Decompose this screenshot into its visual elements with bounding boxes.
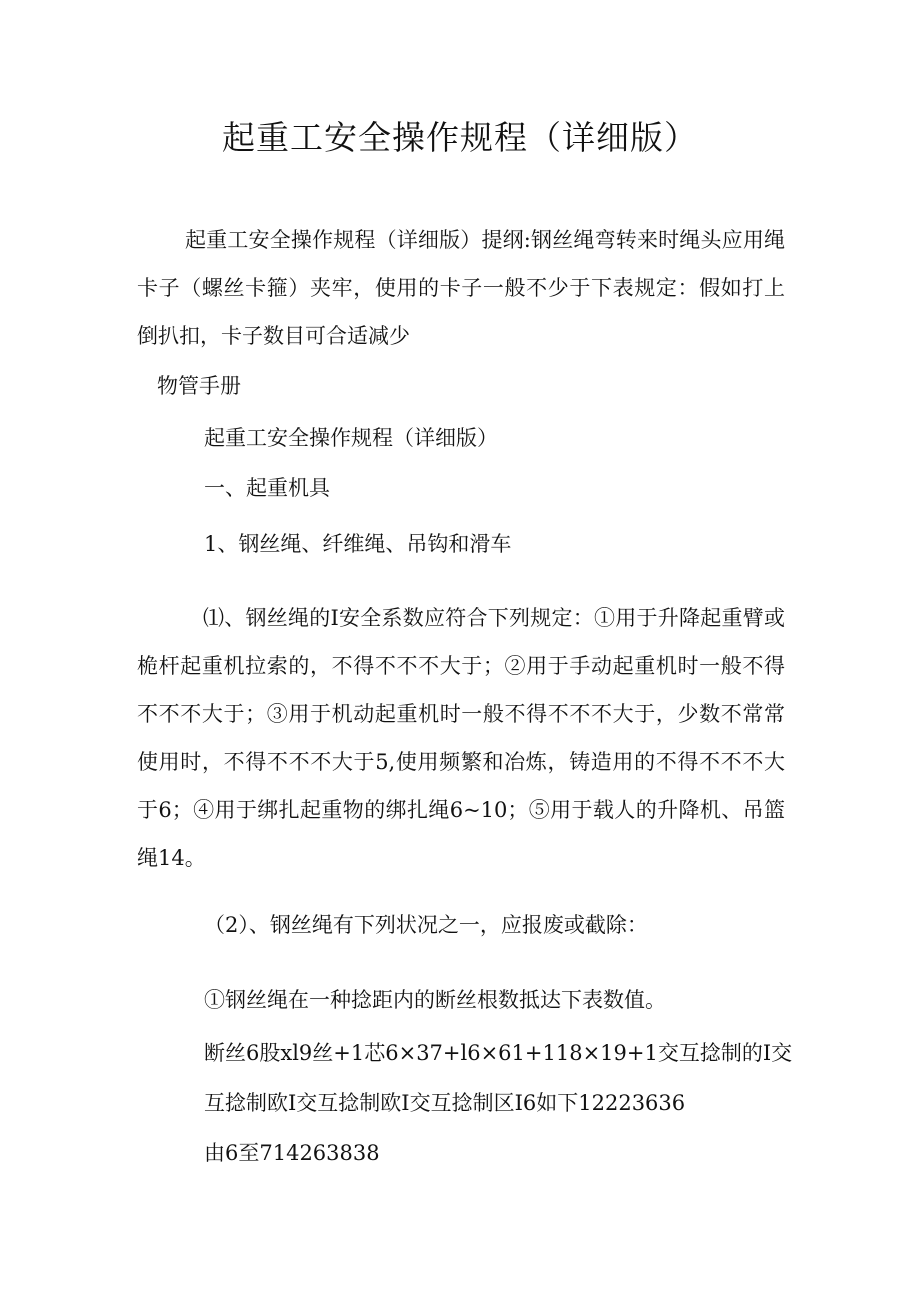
table-text-line-1: 断丝6股xl9丝+1芯6×37+l6×61+118×19+1交互捻制的I交	[204, 1041, 793, 1065]
category-label: 物管手册	[157, 374, 241, 398]
list-item-1: ①钢丝绳在一种捻距内的断丝根数抵达下表数值。	[204, 988, 666, 1012]
rule-paragraph-1: ⑴、钢丝绳的I安全系数应符合下列规定：①用于升降起重臂或桅杆起重机拉索的，不得不不不大于；②用于手动起重机时一般不得不不不大于；③用于机动起重机时一般不得不不不大于，少数不常常使用时，不得不不不大于5,使用频繁和冶炼，铸造用的不得不不不大于6；④用于绑扎起重物的绑扎绳6~10；⑤用于载人的升降机、吊篮绳14。	[137, 606, 785, 870]
rule-paragraph-2: （2）、钢丝绳有下列状况之一，应报废或截除：	[204, 913, 648, 937]
summary-paragraph: 起重工安全操作规程（详细版）提纲:钢丝绳弯转来时绳头应用绳卡子（螺丝卡箍）夹牢，使用的卡子一般不少于下表规定：假如打上倒扒扣，卡子数目可合适减少	[137, 228, 785, 348]
document-title: 起重工安全操作规程（详细版）	[222, 118, 698, 157]
table-text-line-3: 由6至714263838	[204, 1141, 380, 1165]
subsection-heading-1: 1、钢丝绳、纤维绳、吊钩和滑车	[204, 532, 512, 556]
table-text-line-2: 互捻制欧I交互捻制欧I交互捻制区I6如下12223636	[204, 1091, 686, 1115]
document-subtitle: 起重工安全操作规程（详细版）	[204, 426, 498, 450]
section-heading-1: 一、起重机具	[204, 476, 330, 500]
